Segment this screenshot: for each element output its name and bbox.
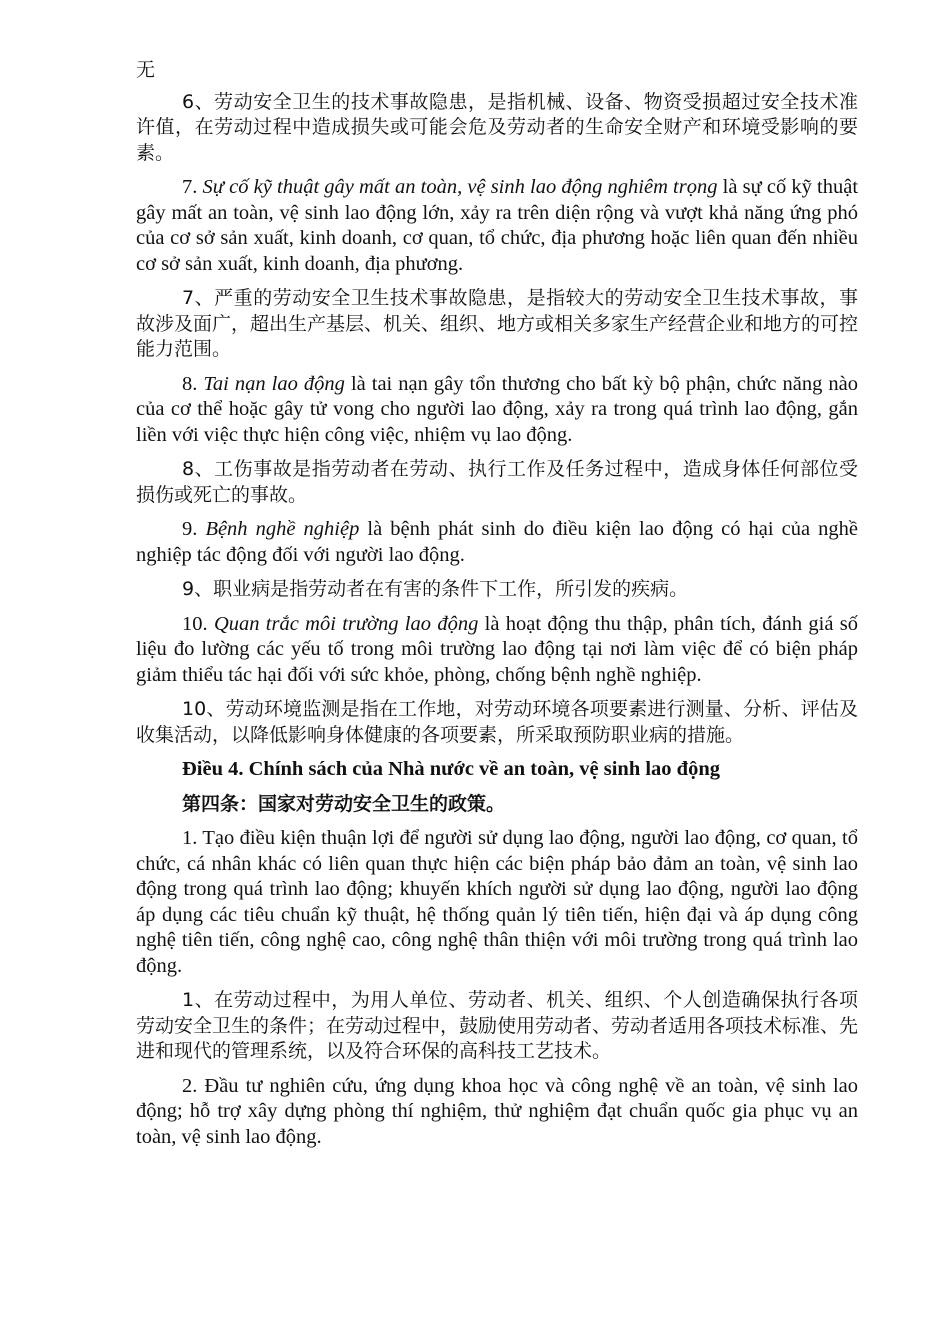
paragraph-cn-9: 9、职业病是指劳动者在有害的条件下工作，所引发的疾病。 xyxy=(182,578,689,600)
defined-term: Bệnh nghề nghiệp xyxy=(205,518,360,540)
definition-text: là sự cố kỹ thuật gây mất an toàn, vệ sinh lao động lớn, xảy ra trên diện rộng và vượt khả năng ứng phó của cơ sở sản xuất, kinh doanh, cơ quan, tổ chức, địa phương hoặc liên quan đến nhiều cơ sở sản xuất, kinh doanh, địa phương. xyxy=(136,176,859,275)
paragraph-vn-10 xyxy=(136,612,858,689)
item-number: 10. xyxy=(182,612,208,635)
document-page xyxy=(136,58,858,1159)
definition-text: là hoạt động thu thập, phân tích, đánh giá số liệu đo lường các yếu tố trong môi trường lao động tại nơi làm việc để có biện pháp giảm thiểu tác hại đối với sức khỏe, phòng, chống bệnh nghề nghiệp. xyxy=(136,612,858,686)
item-number: 8. xyxy=(182,372,198,395)
defined-term: Quan trắc môi trường lao động xyxy=(213,612,479,635)
paragraph-cn-article4-1: 1、在劳动过程中，为用人单位、劳动者、机关、组织、个人创造确保执行各项劳动安全卫生的条件；在劳动过程中，鼓励使用劳动者、劳动者适用各项技术标准、先进和现代的管理系统，以及符合环保的高科技工艺技术。 xyxy=(136,989,859,1062)
definition-text: là tai nạn gây tổn thương cho bất kỳ bộ phận, chức năng nào của cơ thể hoặc gây tử vong cho người lao động, xảy ra trong quá trình lao động, gắn liền với việc thực hiện công việc, nhiệm vụ lao động. xyxy=(136,372,858,446)
paragraph-cn-10: 10、劳动环境监测是指在工作地，对劳动环境各项要素进行测量、分析、评估及收集活动，以降低影响身体健康的各项要素，所采取预防职业病的措施。 xyxy=(136,698,858,746)
defined-term: Sự cố kỹ thuật gây mất an toàn, vệ sinh lao động nghiêm trọng xyxy=(202,176,718,198)
paragraph-vn-8 xyxy=(136,372,858,449)
paragraph-vn-article4-2: 2. Đầu tư nghiên cứu, ứng dụng khoa học và công nghệ về an toàn, vệ sinh lao động; hỗ trợ xây dựng phòng thí nghiệm, thử nghiệm đạt chuẩn quốc gia phục vụ an toàn, vệ sinh lao động. xyxy=(136,1074,858,1148)
defined-term: Tai nạn lao động xyxy=(203,372,345,395)
paragraph-vn-article4-1: 1. Tạo điều kiện thuận lợi để người sử dụng lao động, người lao động, cơ quan, tổ chức, cá nhân khác có liên quan thực hiện các biện pháp bảo đảm an toàn, vệ sinh lao động trong quá trình lao động; khuyến khích người sử dụng lao động, người lao động áp dụng các tiêu chuẩn kỹ thuật, hệ thống quản lý tiên tiến, hiện đại và áp dụng công nghệ tiên tiến, công nghệ cao, công nghệ thân thiện với môi trường trong quá trình lao động. xyxy=(136,827,858,977)
article-4-heading-cn: 第四条：国家对劳动安全卫生的政策。 xyxy=(182,792,506,815)
paragraph-cn-8: 8、工伤事故是指劳动者在劳动、执行工作及任务过程中，造成身体任何部位受损伤或死亡的事故。 xyxy=(136,458,858,506)
item-number: 9. xyxy=(182,518,198,540)
article-4-heading-vn: Điều 4. Chính sách của Nhà nước về an toàn, vệ sinh lao động xyxy=(182,758,720,780)
paragraph-cn-6: 6、劳动安全卫生的技术事故隐患，是指机械、设备、物资受损超过安全技术准许值，在劳动过程中造成损失或可能会危及劳动者的生命安全财产和环境受影响的要素。 xyxy=(136,90,858,164)
paragraph-cn-7: 7、严重的劳动安全卫生技术事故隐患，是指较大的劳动安全卫生技术事故，事故涉及面广，超出生产基层、机关、组织、地方或相关多家生产经营企业和地方的可控能力范围。 xyxy=(136,287,859,360)
paragraph-vn-9 xyxy=(136,517,858,568)
top-fragment: 无 xyxy=(136,59,156,81)
paragraph-vn-7 xyxy=(136,175,858,277)
definition-text: là bệnh phát sinh do điều kiện lao động có hại của nghề nghiệp tác động đối với người lao động. xyxy=(136,518,859,566)
item-number: 7. xyxy=(182,176,198,198)
